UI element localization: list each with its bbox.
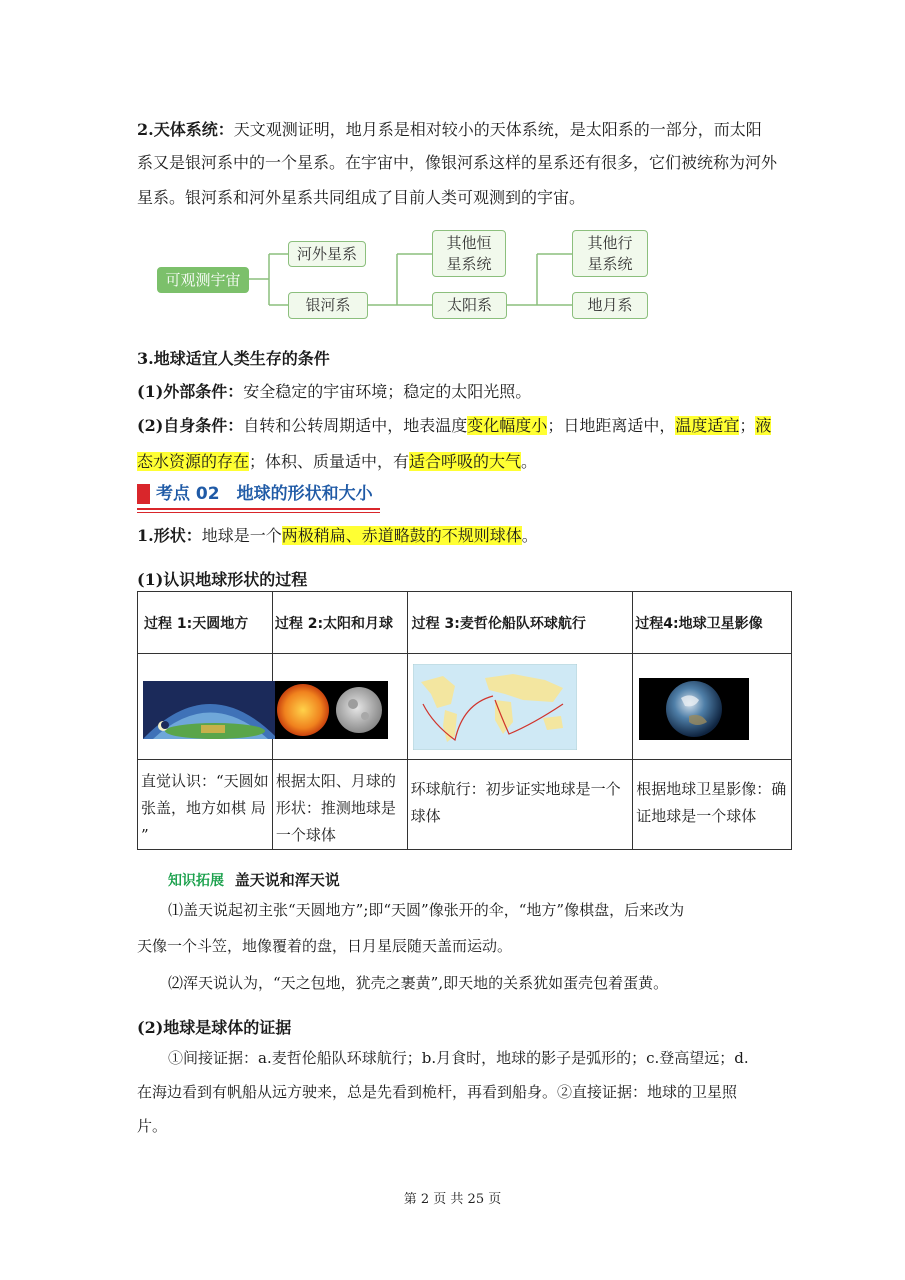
s3-self-t2: ；日地距离适中， [547,416,676,435]
shape-label: 1.形状： [137,526,202,545]
s3-self-line2 [137,444,537,480]
s3-self-t1: 自转和公转周期适中，地表温度 [243,416,468,435]
extension-heading [168,868,340,893]
section-underline-thin [137,512,380,513]
evidence-line1: ①间接证据：a.麦哲伦船队环球航行；b.月食时，地球的影子是弧形的；c.登高望远；d. [168,1049,749,1067]
table-text-cell: 环球航行：初步证实地球是一个球体 [407,760,633,850]
universe-diagram [155,225,655,325]
s3-self-h2: 温度适宜 [675,416,740,435]
table-header-row [138,592,792,654]
s3-external [137,374,531,410]
node-solar-system: 太阳系 [432,292,507,319]
table-text-cell: 根据地球卫星影像：确证地球是一个球体 [633,760,792,850]
extension-p1-line1: ⑴盖天说起初主张“天圆地方”;即“天圆”像张开的伞，“地方”像棋盘，后来改为 [168,901,685,919]
s3-external-label: (1)外部条件： [137,382,244,401]
evidence-title: (2)地球是球体的证据 [137,1018,292,1037]
shape-t1: 地球是一个 [201,526,282,545]
node-other-planet-systems: 其他行星系统 [572,230,648,277]
sun-moon-illustration [275,681,388,739]
process-table [137,591,792,850]
s3-self-h3a: 液 [755,416,772,435]
table-header-cell: 过程 2:太阳和月球 [272,592,407,654]
table-image-row [138,654,792,760]
voyage-map-illustration [413,664,577,750]
s3-external-body: 安全稳定的宇宙环境；稳定的太阳光照。 [243,382,532,401]
page-number: 第 2 页 共 25 页 [403,1192,502,1207]
image-cell [272,654,407,760]
earth-satellite-illustration [639,678,749,740]
node-earth-moon: 地月系 [572,292,648,319]
evidence-line2: 在海边看到有帆船从远方驶来，总是先看到桅杆，再看到船身。②直接证据：地球的卫星照 [137,1083,738,1101]
table-text-cell: 直觉认识：“天圆如张盖，地方如棋 局 ” [138,760,273,850]
section-underline [137,508,380,510]
s2-title: 2.天体系统： [137,120,234,139]
image-cell [633,654,792,760]
shape-h1: 两极稍扁、赤道略鼓的不规则球体 [281,526,522,545]
s3-self-label: (2)自身条件： [137,416,244,435]
extension-label: 知识拓展 [168,873,224,889]
s3-self-h4: 适合呼吸的大气 [409,452,522,471]
shape-t2: 。 [521,526,538,545]
s3-self-h3b: 态水资源的存在 [137,452,250,471]
s2-para-line2: 系又是银河系中的一个星系。在宇宙中，像银河系这样的星系还有很多，它们被统称为河外 [137,153,778,172]
node-other-star-systems: 其他恒星系统 [432,230,506,277]
s2-para-line3: 星系。银河系和河外星系共同组成了目前人类可观测到的宇宙。 [137,188,586,207]
table-header-cell: 过程4:地球卫星影像 [633,592,792,654]
table-header-cell: 过程 3:麦哲伦船队环球航行 [407,592,633,654]
s3-self-t5: 。 [521,452,538,471]
extension-title: 盖天说和浑天说 [234,871,340,889]
extension-p1-line2: 天像一个斗笠，地像覆着的盘，日月星辰随天盖而运动。 [137,937,513,955]
node-extragalactic: 河外星系 [288,241,366,267]
process-title: (1)认识地球形状的过程 [137,570,308,589]
node-milky-way: 银河系 [288,292,368,319]
s3-title: 3.地球适宜人类生存的条件 [137,349,330,368]
sky-dome-illustration [143,681,278,739]
table-header-cell: 过程 1:天圆地方 [138,592,273,654]
table-text-cell: 根据太阳、月球的形状：推测地球是一个球体 [272,760,407,850]
image-cell [138,654,273,760]
s2-body1: 天文观测证明，地月系是相对较小的天体系统，是太阳系的一部分，而太阳 [233,120,762,139]
s3-self-t3: ； [739,416,756,435]
shape-line [137,518,538,554]
node-observable-universe: 可观测宇宙 [157,267,249,293]
s3-self-line1 [137,408,771,444]
section-title: 考点 02 地球的形状和大小 [156,484,373,504]
s3-self-t4: ；体积、质量适中，有 [249,452,410,471]
s2-para-line1 [137,112,762,148]
evidence-line3: 片。 [137,1117,168,1135]
extension-p2: ⑵浑天说认为，“天之包地，犹壳之裹黄”,即天地的关系犹如蛋壳包着蛋黄。 [168,974,669,992]
s3-self-h1: 变化幅度小 [467,416,548,435]
section-marker [137,484,150,504]
image-cell [407,654,633,760]
table-text-row [138,760,792,850]
